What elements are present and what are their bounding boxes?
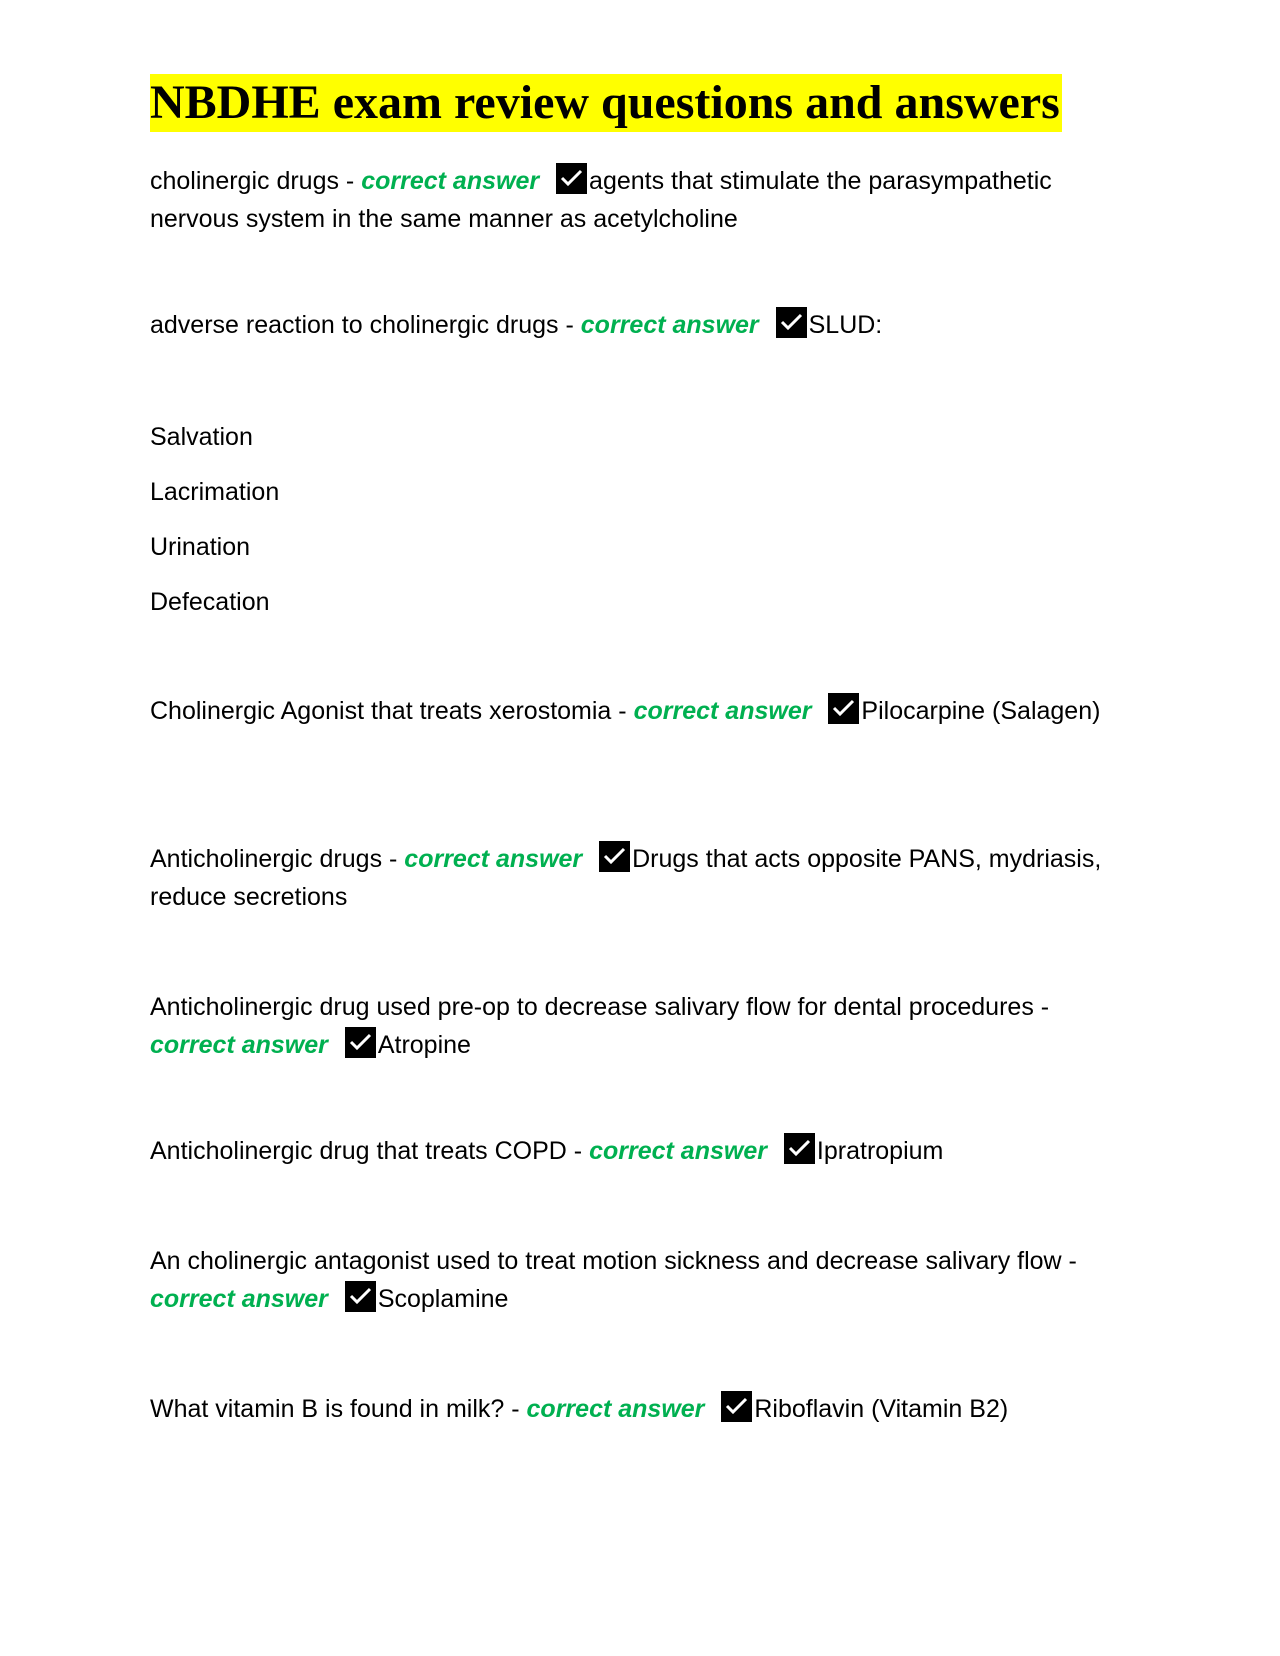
answer-text: Riboflavin (Vitamin B2) (754, 1395, 1009, 1423)
check-box-icon (599, 841, 630, 872)
qa-item (150, 1390, 1140, 1428)
answer-text: Pilocarpine (Salagen) (861, 697, 1101, 725)
check-box-icon (345, 1027, 376, 1058)
list-item: Urination (150, 533, 251, 561)
answer-text: Drugs that acts opposite PANS, mydriasis, reduce secretions (150, 845, 1102, 911)
question-text: Anticholinergic drug used pre-op to decrease salivary flow for dental procedures - (150, 993, 1050, 1021)
correct-answer-label: correct answer (361, 167, 540, 195)
question-text: cholinergic drugs - (150, 167, 355, 195)
check-box-icon (776, 307, 807, 338)
qa-item (150, 1132, 1140, 1170)
qa-item (150, 692, 1140, 730)
correct-answer-label: correct answer (150, 1285, 328, 1313)
page-title: NBDHE exam review questions and answers (150, 74, 1062, 132)
list-item: Defecation (150, 588, 270, 616)
question-text: Anticholinergic drug that treats COPD - (150, 1137, 583, 1165)
question-text: An cholinergic antagonist used to treat motion sickness and decrease salivary flow - (150, 1247, 1077, 1275)
qa-item (150, 840, 1140, 916)
answer-text: Atropine (377, 1031, 471, 1059)
check-box-icon (345, 1281, 376, 1312)
qa-item (150, 988, 1140, 1064)
list-item: Lacrimation (150, 478, 280, 506)
check-box-icon (721, 1391, 752, 1422)
question-text: Anticholinergic drugs - (150, 845, 398, 873)
slud-list (150, 418, 279, 638)
check-box-icon (556, 163, 587, 194)
correct-answer-label: correct answer (150, 1031, 328, 1059)
question-text: adverse reaction to cholinergic drugs - (150, 311, 574, 339)
correct-answer-label: correct answer (526, 1395, 705, 1423)
question-text: What vitamin B is found in milk? - (150, 1395, 520, 1423)
correct-answer-label: correct answer (580, 311, 759, 339)
question-text: Cholinergic Agonist that treats xerostomia - (150, 697, 627, 725)
answer-text: SLUD: (808, 311, 883, 339)
correct-answer-label: correct answer (404, 845, 583, 873)
correct-answer-label: correct answer (633, 697, 812, 725)
answer-text: Scoplamine (377, 1285, 509, 1313)
answer-text: Ipratropium (816, 1137, 944, 1165)
answer-text: agents that stimulate the parasympathetic nervous system in the same manner as acetylcholine (150, 167, 1052, 233)
list-item: Salvation (150, 423, 253, 451)
correct-answer-label: correct answer (589, 1137, 767, 1165)
qa-item (150, 162, 1140, 238)
qa-item (150, 1242, 1140, 1318)
check-box-icon (828, 693, 859, 724)
check-box-icon (784, 1133, 815, 1164)
qa-item (150, 306, 1140, 344)
